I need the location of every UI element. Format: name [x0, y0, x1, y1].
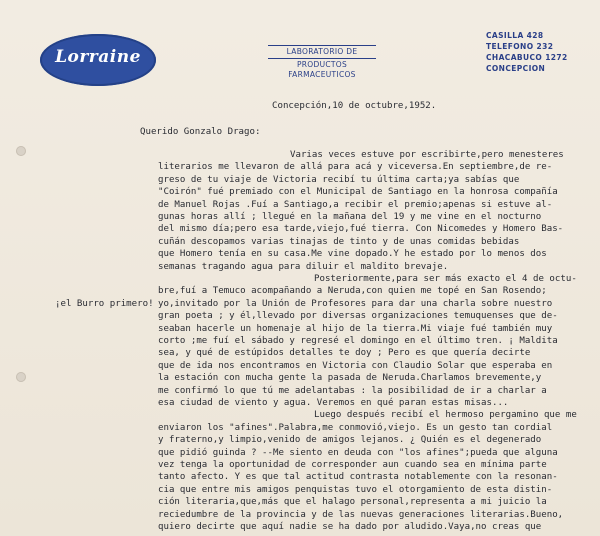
letter-line: que pidió guinda ? --Me siento en deuda con "los afines";pueda que alguna [158, 447, 558, 458]
letter-line: vez tenga la oportunidad de corresponder aun cuando sea en mínima parte [158, 460, 547, 470]
letter-line: tanto afecto. Y es que tal actitud contrasta notablemente con la resonan- [158, 472, 558, 483]
contact-casilla: CASILLA 428 [486, 31, 544, 40]
laboratory-heading [262, 44, 382, 80]
contact-city: CONCEPCION [486, 64, 546, 73]
letter-line: quiero decirte que aquí nadie se ha dado por aludido.Vaya,no creas que [158, 522, 542, 532]
letter-line: gran poeta ; y él,llevado por diversas organizaciones temuquenses que de- [158, 311, 558, 322]
lab-line-1: LABORATORIO DE [286, 47, 358, 56]
letter-line: reciedumbre de la provincia y de las nuevas generaciones literarias.Bueno, [158, 509, 564, 520]
margin-note: ¡el Burro primero! [55, 298, 154, 309]
letter-line: la estación con mucha gente la pasada de Neruda.Charlamos brevemente,y [158, 373, 542, 384]
letter-line: de Manuel Rojas .Fuí a Santiago,a recibir el premio;apenas si estuve al- [158, 199, 553, 210]
letter-line: literarios me llevaron de allá para acá y viceversa.En septiembre,de re- [158, 162, 553, 173]
punch-hole-bottom [16, 372, 26, 382]
letter-line: semanas tragando agua para diluir el maldito brevaje. [158, 261, 449, 272]
lab-line-2: PRODUCTOS FARMACEUTICOS [288, 60, 356, 79]
letter-line: sea, y qué de estúpidos detalles te doy ; Pero es que quería decirte [158, 348, 531, 359]
letter-line: Varias veces estuve por escribirte,pero menesteres [290, 150, 564, 160]
letter-line: bre,fuí a Temuco acompañando a Neruda,con quien me topé en San Rosendo; [158, 286, 547, 297]
company-logo [40, 34, 156, 86]
logo-text: Lorraine [55, 47, 141, 67]
contact-address: CHACABUCO 1272 [486, 53, 568, 62]
contact-telefono: TELEFONO 232 [486, 42, 554, 51]
letter-line: cia que entre mis amigos penquistas tuvo el otorgamiento de esta distin- [158, 484, 553, 495]
letter-line: "Coirón" fué premiado con el Municipal de Santiago en la honrosa compañía [158, 187, 558, 198]
letter-line: que de ida nos encontramos en Victoria con Claudio Solar que esperaba en [158, 360, 553, 371]
letter-date: Concepción,10 de octubre,1952. [272, 101, 437, 111]
letter-line: corto ;me fuí el sábado y regresé el domingo en el último tren. ¡ Maldita [158, 336, 558, 346]
heading-rule [268, 45, 376, 46]
letter-line: seaban hacerle un homenaje al hijo de la tierra.Mi viaje fué también muy [158, 323, 553, 334]
letter-line: y fraterno,y limpio,venido de amigos lejanos. ¿ Quién es el degenerado [158, 435, 542, 446]
letter-line: esa ciudad de viento y agua. Veremos en qué paran estas misas... [158, 398, 509, 408]
letter-line: enviaron los "afines".Palabra,me conmovió,viejo. Es un gesto tan cordial [158, 422, 553, 433]
letter-greeting: Querido Gonzalo Drago: [140, 127, 261, 137]
letter-line: del mismo día;pero esa tarde,viejo,fué tierra. Con Nicomedes y Homero Bas- [158, 224, 564, 235]
letter-line: ción literaria,que,más que el halago personal,representa a mi juicio la [158, 497, 547, 508]
letter-line: Luego después recibí el hermoso pergamino que me [314, 410, 577, 421]
contact-block [486, 30, 581, 74]
letter-line: greso de tu viaje de Victoria recibí tu última carta;ya sabías que [158, 174, 520, 185]
letter-line: cuñán descopamos varias tinajas de tinto y de unas comidas bebidas [158, 236, 520, 247]
letter-line: Posteriormente,para ser más exacto el 4 de octu- [314, 274, 577, 284]
letter-line: yo,invitado por la Unión de Profesores para dar una charla sobre nuestro [158, 298, 553, 309]
heading-rule [268, 58, 376, 59]
punch-hole-top [16, 146, 26, 156]
letter-line: me confirmó lo que tú me adelantabas : la posibilidad de ir a charlar a [158, 385, 547, 396]
letter-line: gunas horas allí ; llegué en la mañana del 19 y me vine en el nocturno [158, 212, 542, 222]
letter-line: que Homero tenía en su casa.Me vine dopado.Y he estado por lo menos dos [158, 249, 547, 260]
